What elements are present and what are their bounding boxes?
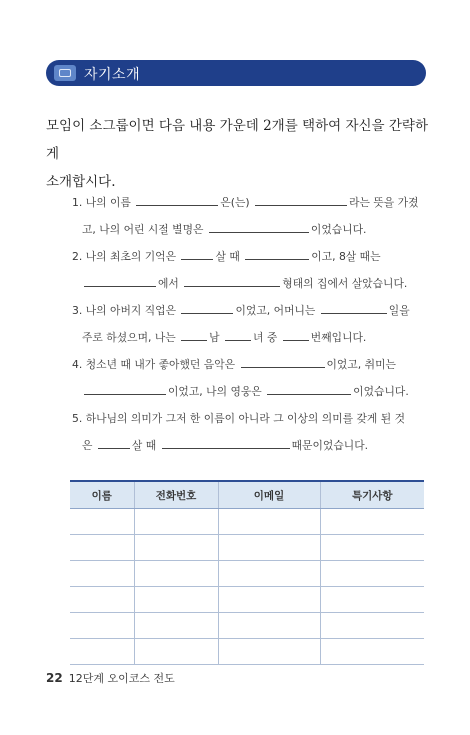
hobby-blank[interactable] — [84, 384, 166, 395]
reason-blank[interactable] — [162, 438, 290, 449]
music-blank[interactable] — [241, 357, 325, 368]
q5-line-1: 5. 하나님의 의미가 그저 한 이름이 아니라 그 이상의 의미를 갖게 된 것 — [72, 412, 406, 425]
table-cell[interactable] — [70, 509, 134, 535]
header-phone: 전화번호 — [134, 481, 218, 509]
meaning-blank[interactable] — [255, 195, 347, 206]
section-header — [46, 60, 426, 86]
nickname-blank[interactable] — [209, 222, 309, 233]
table-cell[interactable] — [320, 535, 424, 561]
table-row — [70, 613, 424, 639]
q5-line-2: 은 살 때 때문이었습니다. — [82, 439, 369, 452]
table-row — [70, 535, 424, 561]
daughters-blank[interactable] — [225, 330, 251, 341]
header-name: 이름 — [70, 481, 134, 509]
table-cell[interactable] — [218, 535, 320, 561]
table-cell[interactable] — [70, 613, 134, 639]
table-row — [70, 561, 424, 587]
q4-line-1: 4. 청소년 때 내가 좋아했던 음악은 이었고, 취미는 — [72, 358, 396, 371]
hero-blank[interactable] — [267, 384, 351, 395]
chat-bubble-icon — [54, 65, 76, 81]
table-cell[interactable] — [134, 613, 218, 639]
table-cell[interactable] — [320, 613, 424, 639]
q4-line-2: 이었고, 나의 영웅은 이었습니다. — [82, 384, 409, 399]
q2-line-1: 2. 나의 최초의 기억은 살 때 이고, 8살 때는 — [72, 250, 381, 263]
table-row — [70, 587, 424, 613]
q3-line-1: 3. 나의 아버지 직업은 이었고, 어머니는 일을 — [72, 304, 410, 317]
memory-blank[interactable] — [245, 249, 309, 260]
page-footer — [46, 670, 175, 686]
q2-line-2: 에서 형태의 집에서 살았습니다. — [82, 276, 407, 291]
page-number: 22 — [46, 671, 63, 685]
table-cell[interactable] — [134, 535, 218, 561]
table-header-row — [70, 481, 424, 509]
intro-line-1: 모임이 소그룹이면 다음 내용 가운데 2개를 택하여 자신을 간략하게 — [46, 118, 428, 162]
table-cell[interactable] — [320, 639, 424, 665]
book-title: 12단계 오이코스 전도 — [68, 672, 175, 685]
table-cell[interactable] — [320, 509, 424, 535]
table-cell[interactable] — [218, 509, 320, 535]
table-cell[interactable] — [218, 587, 320, 613]
header-email: 이메일 — [218, 481, 320, 509]
table-cell[interactable] — [70, 587, 134, 613]
age-blank[interactable] — [181, 249, 213, 260]
q5-age-blank[interactable] — [98, 438, 130, 449]
table-cell[interactable] — [320, 561, 424, 587]
table-cell[interactable] — [134, 639, 218, 665]
table-cell[interactable] — [70, 639, 134, 665]
table-cell[interactable] — [134, 561, 218, 587]
table-cell[interactable] — [320, 587, 424, 613]
table-cell[interactable] — [218, 613, 320, 639]
q1-line-2: 고, 나의 어린 시절 별명은 이었습니다. — [82, 223, 367, 236]
table-cell[interactable] — [218, 561, 320, 587]
table-cell[interactable] — [218, 639, 320, 665]
place-blank[interactable] — [84, 276, 156, 287]
table-cell[interactable] — [70, 561, 134, 587]
contact-table — [70, 480, 424, 665]
table-row — [70, 639, 424, 665]
q3-line-2: 주로 하셨으며, 나는 남 녀 중 번째입니다. — [82, 331, 367, 344]
table-body — [70, 509, 424, 665]
section-title: 자기소개 — [84, 67, 141, 83]
q1-line-1: 1. 나의 이름 은(는) 라는 뜻을 가졌 — [72, 196, 419, 209]
father-job-blank[interactable] — [181, 303, 233, 314]
table-cell[interactable] — [134, 509, 218, 535]
order-blank[interactable] — [283, 330, 309, 341]
table-cell[interactable] — [134, 587, 218, 613]
table-cell[interactable] — [70, 535, 134, 561]
table-row — [70, 509, 424, 535]
header-notes: 특기사항 — [320, 481, 424, 509]
sons-blank[interactable] — [181, 330, 207, 341]
intro-text — [46, 112, 430, 196]
name-blank[interactable] — [136, 195, 218, 206]
mother-job-blank[interactable] — [321, 303, 387, 314]
intro-line-2: 소개합시다. — [46, 174, 116, 190]
house-type-blank[interactable] — [184, 276, 280, 287]
